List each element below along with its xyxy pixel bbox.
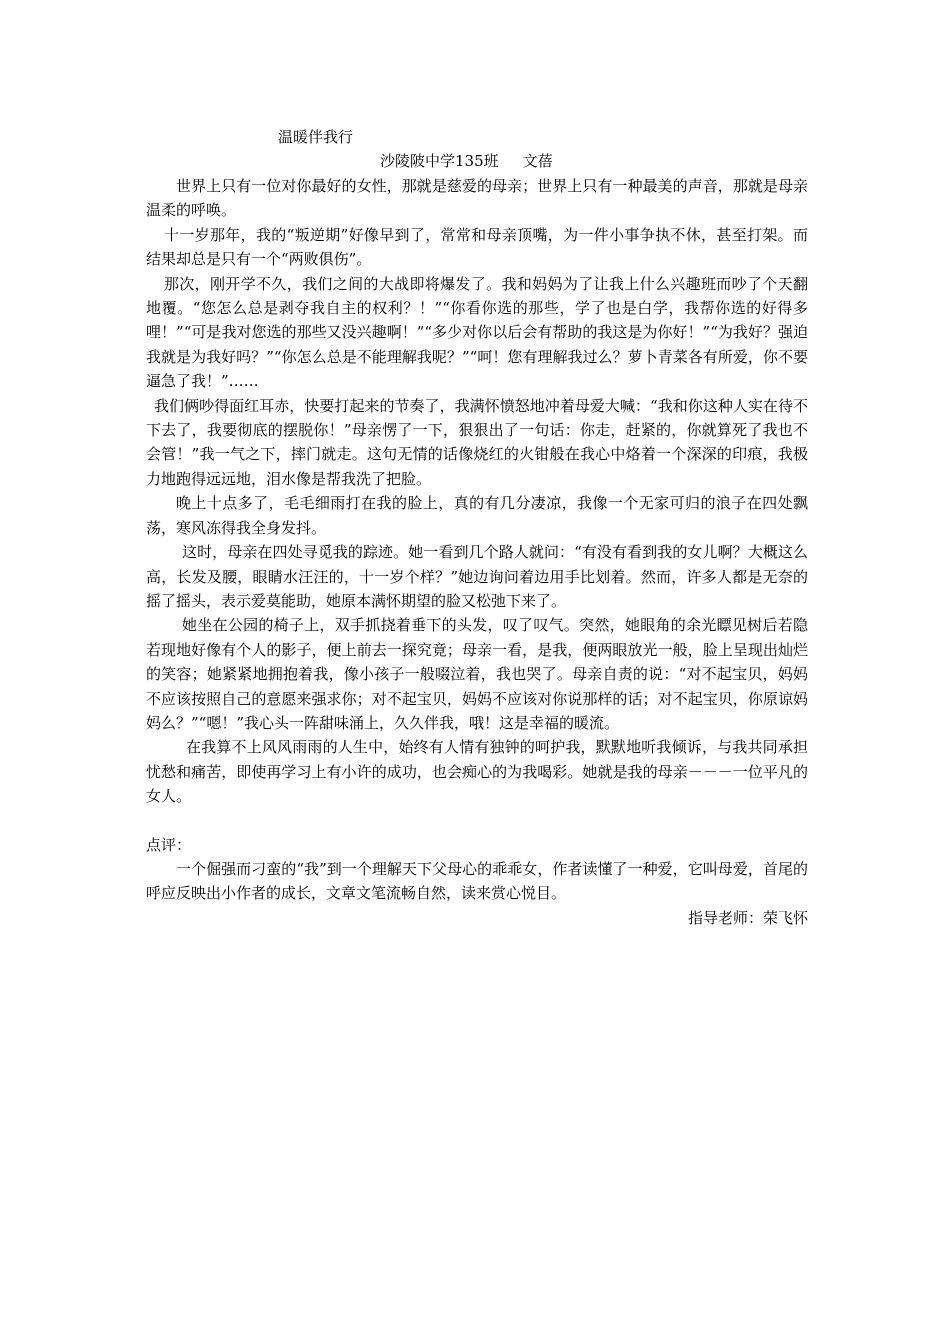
paragraph-6: 这时，母亲在四处寻觅我的踪迹。她一看到几个路人就问：“有没有看到我的女儿啊？大概这么高，长发及腰，眼睛水汪汪的，十一岁个样？”她边询问着边用手比划着。然而，许多人都是无奈的摇了摇头，表示爱莫能助，她原本满怀期望的脸又松弛下来了。 bbox=[146, 543, 808, 610]
paragraph-5: 晚上十点多了，毛毛细雨打在我的脸上，真的有几分凄凉，我像一个无家可归的浪子在四处飘荡，寒风冻得我全身发抖。 bbox=[146, 494, 808, 537]
section-spacer bbox=[146, 809, 808, 833]
article-body bbox=[146, 174, 808, 930]
paragraph-3: 那次，刚开学不久，我们之间的大战即将爆发了。我和妈妈为了让我上什么兴趣班而吵了个天翻地覆。“您怎么总是剥夺我自主的权利？！”“你看你选的那些，学了也是白学，我帮你选的好得多哩！”“可是我对您选的那些又没兴趣啊！”“多少对你以后会有帮助的我这是为你好！”“为我好？强迫我就是为我好吗？”“你怎么总是不能理解我呢？”“呵！您有理解我过么？萝卜青菜各有所爱，你不要逼急了我！”…… bbox=[146, 274, 808, 391]
paragraph-7: 她坐在公园的椅子上，双手抓挠着垂下的头发，叹了叹气。突然，她眼角的余光瞟见树后若隐若现地好像有个人的影子，便上前去一探究竟；母亲一看，是我，便两眼放光一般，脸上呈现出灿烂的笑容；她紧紧地拥抱着我，像小孩子一般啜泣着，我也哭了。母亲自责的说：“对不起宝贝，妈妈不应该按照自己的意愿来强求你；对不起宝贝，妈妈不应该对你说那样的话；对不起宝贝，你原谅妈妈么？”“嗯！”我心头一阵甜味涌上，久久伴我，哦！这是幸福的暖流。 bbox=[146, 616, 808, 732]
paragraph-4: 我们俩吵得面红耳赤，快要打起来的节奏了，我满怀愤怒地冲着母爱大喊：“我和你这种人实在待不下去了，我要彻底的摆脱你！”母亲愣了一下，狠狠出了一句话：你走，赶紧的，你就算死了我也不会管！”我一气之下，摔门就走。这句无情的话像烧红的火钳般在我心中烙着一个深深的印痕，我极力地跑得远远地，泪水像是帮我洗了把脸。 bbox=[146, 396, 808, 488]
article-title: 温暖伴我行 bbox=[278, 128, 354, 146]
author-byline bbox=[380, 150, 553, 172]
school-class: 沙陵陂中学135班 bbox=[380, 152, 499, 170]
comment-label: 点评： bbox=[146, 835, 192, 854]
author-name: 文蓓 bbox=[522, 152, 553, 170]
comment-text: 一个倔强而刁蛮的“我”到一个理解天下父母心的乖乖女，作者读懂了一种爱，它叫母爱，首尾的呼应反映出小作者的成长，文章文笔流畅自然，读来赏心悦目。 bbox=[146, 859, 808, 903]
paragraph-8: 在我算不上风风雨雨的人生中，始终有人情有独钟的呵护我，默默地听我倾诉，与我共同承担忧愁和痛苦，即使再学习上有小许的成功，也会痴心的为我喝彩。她就是我的母亲－－－一位平凡的女人。 bbox=[146, 738, 808, 806]
paragraph-2: 十一岁那年，我的“叛逆期”好像早到了，常常和母亲顶嘴，为一件小事争执不休，甚至打架。而结果却总是只有一个“两败俱伤”。 bbox=[146, 225, 808, 269]
paragraph-1: 世界上只有一位对你最好的女性，那就是慈爱的母亲；世界上只有一种最美的声音，那就是母亲温柔的呼唤。 bbox=[146, 177, 808, 220]
teacher-signature: 指导老师：荣飞怀 bbox=[687, 908, 808, 927]
